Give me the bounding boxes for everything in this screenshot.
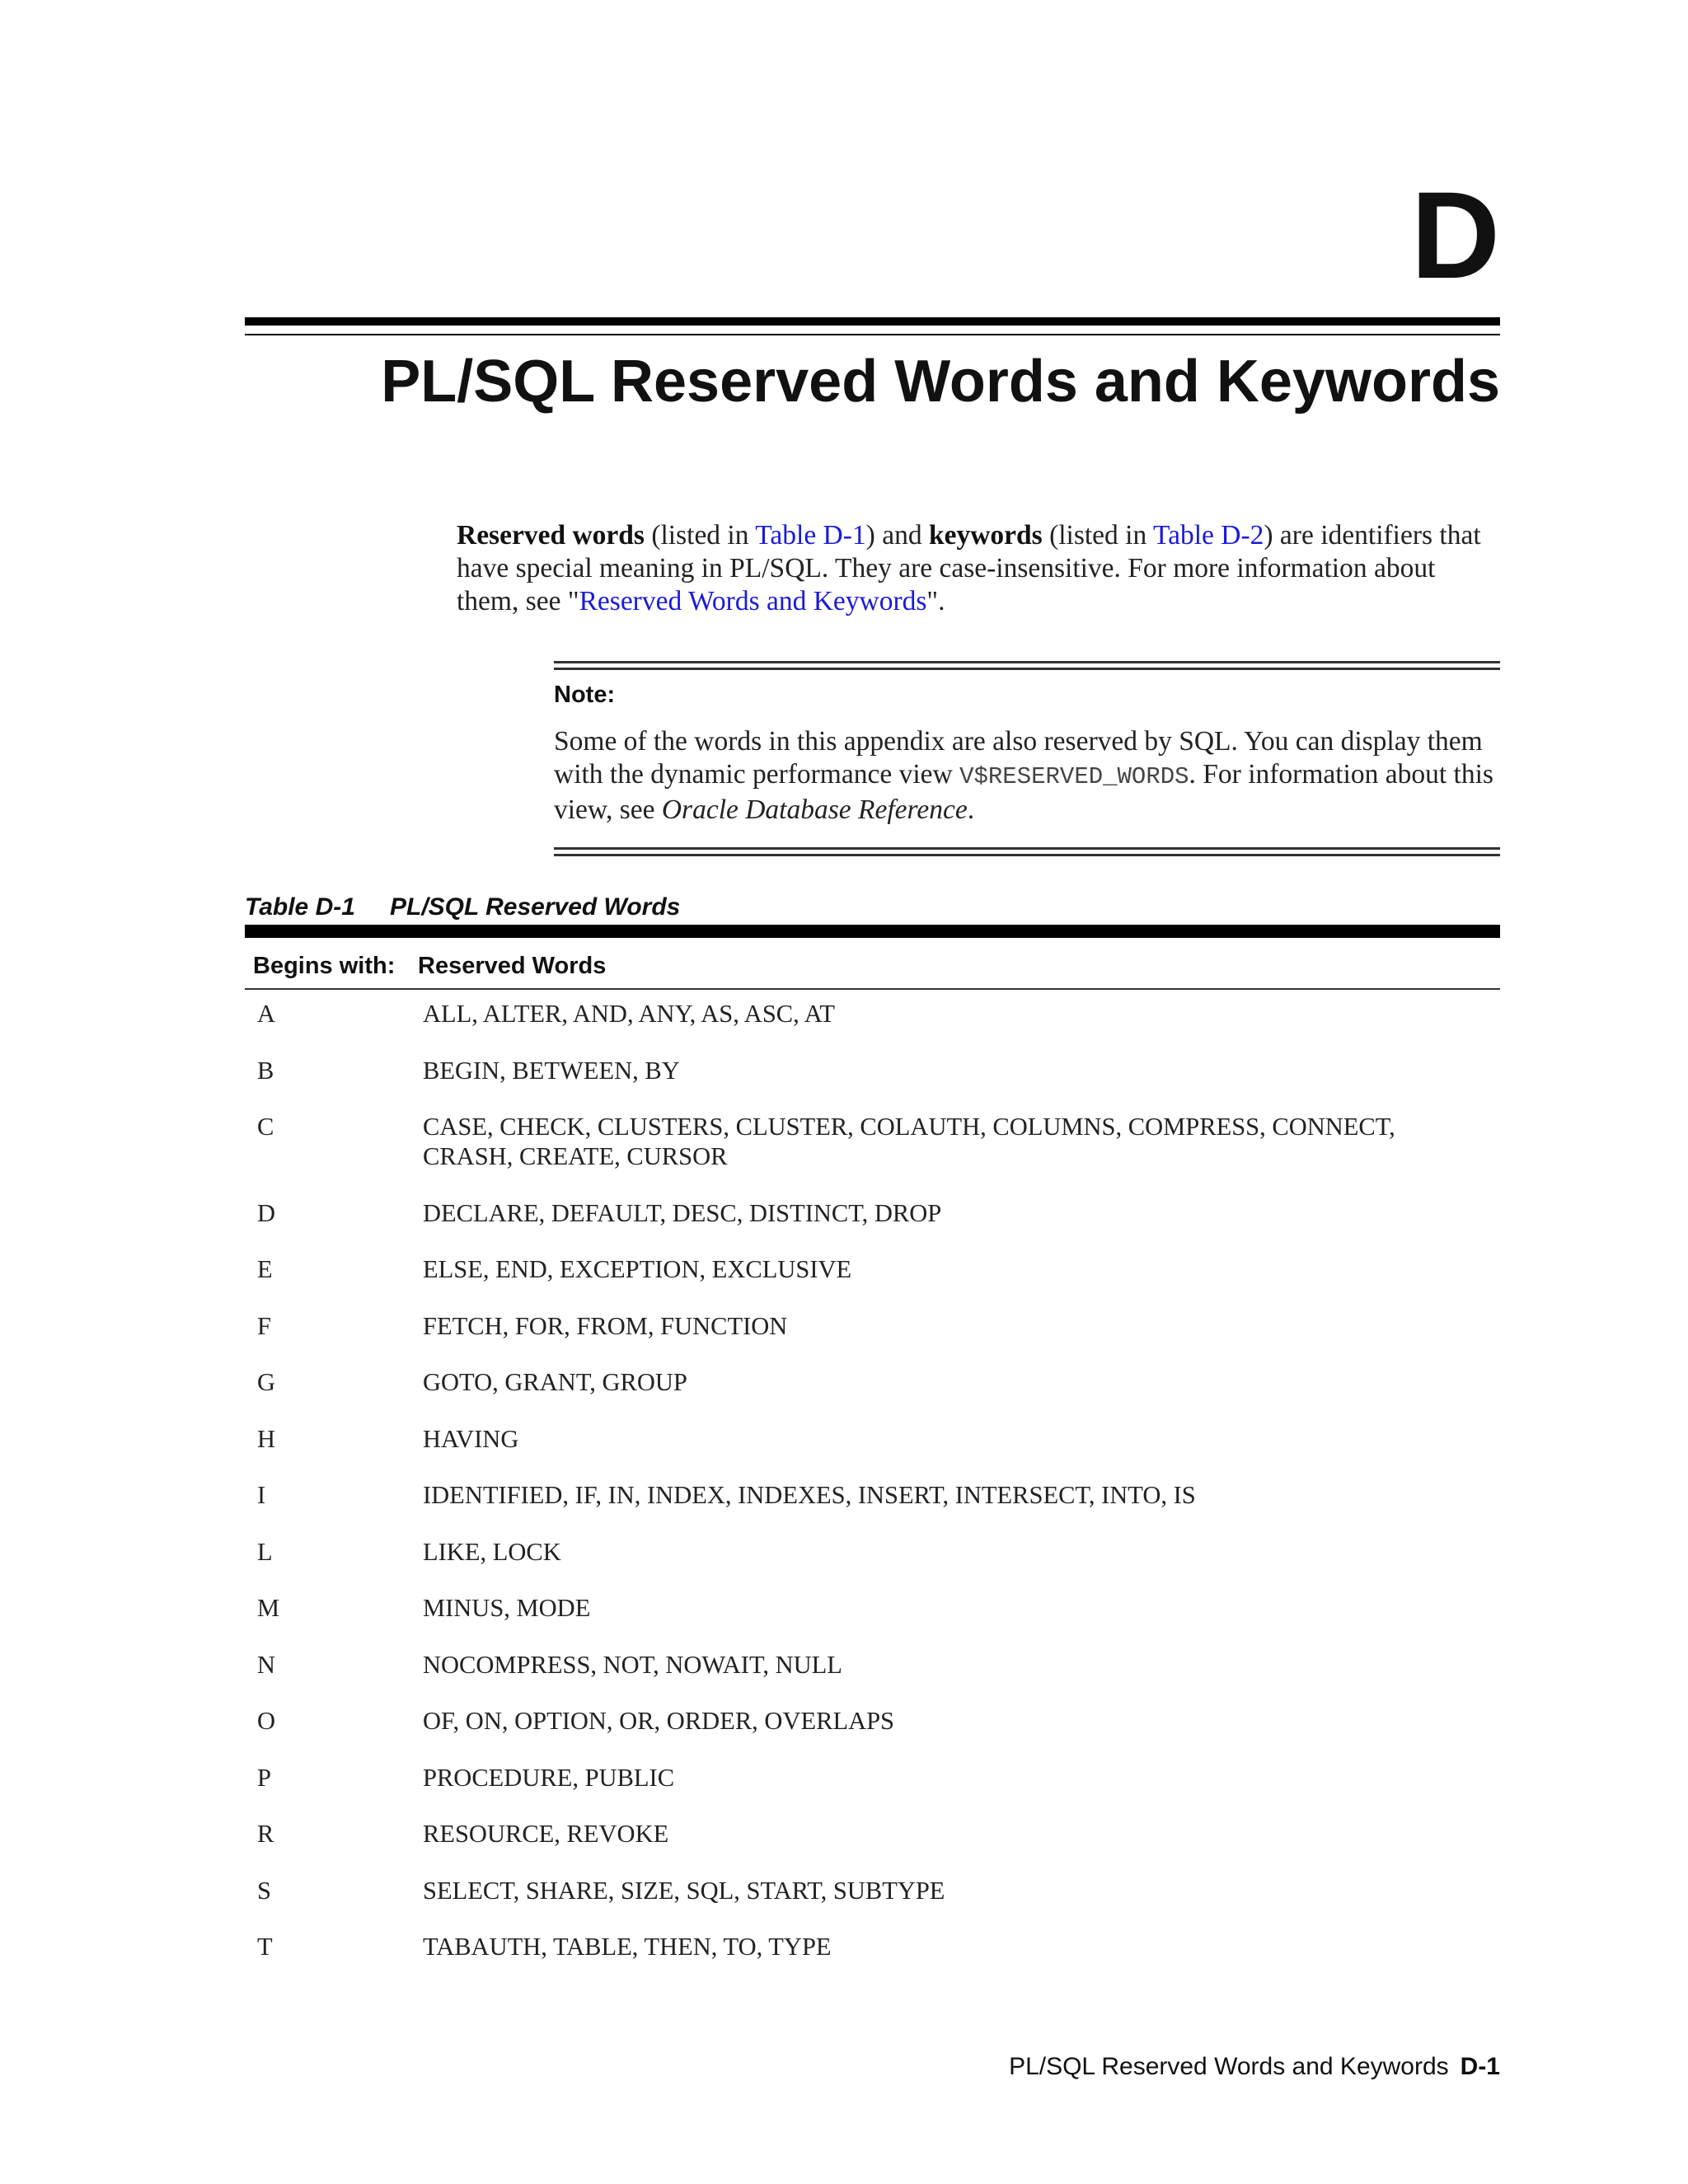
row-begins-with: S: [257, 1876, 271, 1905]
table-row: [245, 1932, 1500, 1961]
table-row: [245, 1424, 1500, 1454]
row-begins-with: G: [257, 1368, 276, 1396]
table-header-reserved-words: Reserved Words: [418, 953, 607, 979]
term-reserved-words: Reserved words: [457, 520, 645, 551]
link-table-d2[interactable]: Table D-2: [1153, 520, 1264, 551]
row-begins-with: M: [257, 1594, 280, 1622]
row-reserved-words: BEGIN, BETWEEN, BY: [423, 1056, 680, 1085]
row-begins-with: D: [257, 1198, 276, 1227]
table-row: [245, 1056, 1500, 1085]
row-reserved-words: SELECT, SHARE, SIZE, SQL, START, SUBTYPE: [423, 1876, 945, 1905]
row-begins-with: T: [257, 1933, 273, 1961]
table-row: [245, 1650, 1500, 1680]
table-row: [245, 1311, 1500, 1341]
row-begins-with: H: [257, 1424, 276, 1453]
link-reserved-words-and-keywords[interactable]: Reserved Words and Keywords: [579, 586, 927, 616]
note-rule-top: [554, 661, 1500, 663]
reserved-words-table: [245, 999, 1500, 1989]
row-begins-with: P: [257, 1763, 271, 1792]
table-row: [245, 1819, 1500, 1849]
row-reserved-words: MINUS, MODE: [423, 1594, 591, 1622]
note-reference: Oracle Database Reference: [661, 794, 968, 825]
note-rule-bottom-2: [554, 854, 1500, 856]
note-rule-top-2: [554, 668, 1500, 670]
row-reserved-words: CASE, CHECK, CLUSTERS, CLUSTER, COLAUTH, COLUMNS, COMPRESS, CONNECT, CRASH, CREATE, CURSOR: [423, 1113, 1395, 1170]
row-begins-with: F: [257, 1311, 271, 1340]
note-rule-bottom: [554, 847, 1500, 850]
intro-text-4: ) are identifiers that have special meaning in PL/SQL. They are case-insensitive. For more information about them, see ": [457, 520, 1481, 616]
intro-text-2: ) and: [865, 520, 929, 551]
table-row: [245, 1763, 1500, 1793]
note-label: Note:: [554, 682, 616, 708]
table-header: [245, 951, 1500, 989]
page-footer: [1009, 2052, 1500, 2082]
table-row: [245, 1537, 1500, 1567]
intro-text-1: (listed in: [644, 520, 756, 551]
note-text-3: .: [967, 794, 975, 825]
note-text-1: Some of the words in this appendix are also reserved by SQL. You can display them with the dynamic performance view: [554, 726, 1483, 790]
row-reserved-words: GOTO, GRANT, GROUP: [423, 1368, 687, 1396]
note-code: V$RESERVED_WORDS: [959, 763, 1189, 790]
table-header-begins-with: Begins with:: [253, 953, 396, 979]
row-begins-with: I: [257, 1481, 266, 1509]
table-row: [245, 1706, 1500, 1736]
row-begins-with: C: [257, 1113, 274, 1141]
row-reserved-words: ALL, ALTER, AND, ANY, AS, ASC, AT: [423, 1000, 835, 1028]
row-reserved-words: OF, ON, OPTION, OR, ORDER, OVERLAPS: [423, 1707, 895, 1735]
intro-text-3: (listed in: [1042, 520, 1153, 551]
note-body: [554, 725, 1502, 827]
row-reserved-words: DECLARE, DEFAULT, DESC, DISTINCT, DROP: [423, 1198, 942, 1227]
table-row: [245, 1198, 1500, 1228]
table-row: [245, 1254, 1500, 1284]
row-begins-with: A: [257, 1000, 276, 1028]
row-reserved-words: NOCOMPRESS, NOT, NOWAIT, NULL: [423, 1650, 842, 1679]
chapter-title: PL/SQL Reserved Words and Keywords: [381, 349, 1500, 415]
table-row: [245, 999, 1500, 1029]
note-text-2: . For information about this view, see: [554, 759, 1493, 825]
row-begins-with: R: [257, 1820, 274, 1848]
row-reserved-words: RESOURCE, REVOKE: [423, 1820, 669, 1848]
term-keywords: keywords: [928, 520, 1043, 551]
table-row: [245, 1112, 1500, 1171]
chapter-rule-thick: [245, 317, 1500, 326]
table-row: [245, 1367, 1500, 1397]
footer-page-number: D-1: [1460, 2053, 1500, 2080]
table-row: [245, 1480, 1500, 1510]
table-caption-title: PL/SQL Reserved Words: [390, 893, 681, 921]
table-row: [245, 1593, 1500, 1623]
chapter-rule-thin: [245, 334, 1500, 335]
row-reserved-words: PROCEDURE, PUBLIC: [423, 1763, 675, 1792]
footer-title: PL/SQL Reserved Words and Keywords: [1009, 2053, 1449, 2080]
row-reserved-words: ELSE, END, EXCEPTION, EXCLUSIVE: [423, 1255, 852, 1283]
table-caption-number: Table D-1: [245, 893, 355, 921]
row-begins-with: L: [257, 1537, 273, 1566]
row-begins-with: E: [257, 1255, 273, 1283]
row-reserved-words: LIKE, LOCK: [423, 1537, 561, 1566]
table-caption: [245, 893, 680, 922]
row-begins-with: N: [257, 1650, 276, 1679]
link-table-d1[interactable]: Table D-1: [755, 520, 866, 551]
intro-paragraph: [457, 519, 1503, 618]
chapter-letter: D: [1410, 166, 1500, 304]
row-begins-with: O: [257, 1707, 276, 1735]
intro-text-5: ".: [926, 586, 945, 616]
row-reserved-words: FETCH, FOR, FROM, FUNCTION: [423, 1311, 788, 1340]
table-header-rule: [245, 988, 1500, 990]
row-begins-with: B: [257, 1056, 274, 1085]
table-top-bar: [245, 925, 1500, 938]
table-row: [245, 1876, 1500, 1905]
row-reserved-words: IDENTIFIED, IF, IN, INDEX, INDEXES, INSERT, INTERSECT, INTO, IS: [423, 1481, 1196, 1509]
row-reserved-words: TABAUTH, TABLE, THEN, TO, TYPE: [423, 1933, 832, 1961]
row-reserved-words: HAVING: [423, 1424, 519, 1453]
